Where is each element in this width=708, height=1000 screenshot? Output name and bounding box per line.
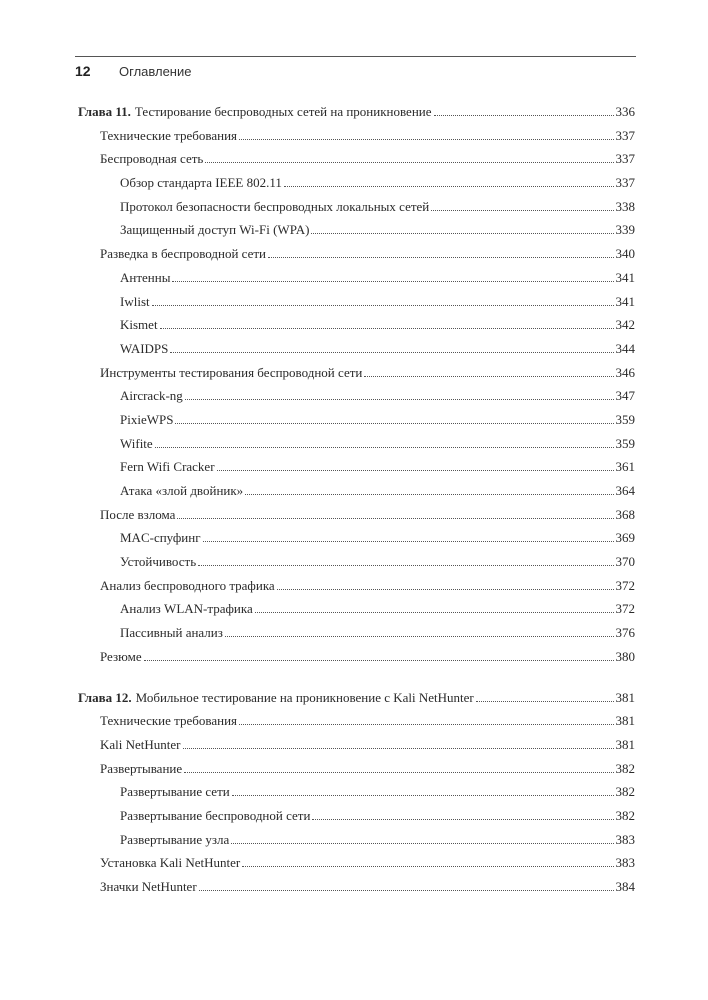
- dot-leader: [183, 748, 614, 749]
- dot-leader: [364, 376, 613, 377]
- dot-leader: [232, 795, 614, 796]
- toc-entry: [78, 365, 635, 389]
- toc-page-number: 337: [615, 175, 635, 191]
- toc-entry-title: [100, 855, 240, 871]
- toc-chapter-entry: [78, 690, 635, 714]
- dot-leader: [217, 470, 614, 471]
- dot-leader: [225, 636, 614, 637]
- toc-page-number: 381: [615, 689, 635, 705]
- toc-page-number: 336: [615, 104, 635, 119]
- dot-leader: [185, 399, 614, 400]
- toc-entry: [78, 737, 635, 761]
- toc-title-text: Защищенный доступ Wi-Fi (WPA): [120, 222, 310, 238]
- toc-page-number: 382: [615, 784, 635, 800]
- toc-entry: [78, 222, 635, 246]
- toc-entry: [78, 601, 635, 625]
- toc-entry: [78, 808, 635, 832]
- toc-entry: [78, 554, 635, 578]
- toc-title-text: Значки NetHunter: [100, 879, 197, 894]
- toc-page-number: 364: [615, 483, 635, 498]
- dot-leader: [312, 819, 613, 820]
- toc-page-number: 359: [615, 411, 635, 427]
- toc-entry-title: [100, 879, 197, 895]
- toc-entry-title: [78, 690, 474, 706]
- toc-entry-title: [100, 151, 203, 167]
- toc-title-text: WAIDPS: [120, 340, 169, 356]
- toc-entry: [78, 713, 635, 737]
- toc-page-number: 341: [615, 269, 635, 285]
- toc-entry-title: [120, 317, 158, 333]
- toc-entry: [78, 199, 635, 223]
- running-title: Оглавление: [119, 64, 192, 79]
- dot-leader: [172, 281, 613, 282]
- dot-leader: [155, 447, 614, 448]
- toc-page-number: 380: [615, 648, 635, 664]
- toc-entry: [78, 578, 635, 602]
- toc-entry: [78, 507, 635, 531]
- dot-leader: [184, 772, 613, 773]
- toc-entry-title: [120, 199, 429, 215]
- toc-entry-title: [100, 578, 275, 594]
- toc-title-text: Развертывание: [100, 760, 183, 776]
- toc-entry-title: [120, 784, 230, 800]
- toc-page-number: 342: [615, 317, 635, 333]
- toc-page-number: 382: [615, 807, 635, 823]
- toc-entry: [78, 151, 635, 175]
- dot-leader: [284, 186, 614, 187]
- toc-title-text: Развертывание беспроводной сети: [120, 807, 311, 823]
- toc-page-number: 383: [615, 831, 635, 847]
- toc-title-text: Анализ WLAN-трафика: [120, 601, 253, 617]
- toc-entry: [78, 625, 635, 649]
- toc-entry-title: [120, 625, 223, 641]
- toc-title-text: Iwlist: [120, 293, 150, 309]
- dot-leader: [152, 305, 614, 306]
- dot-leader: [431, 210, 613, 211]
- dot-leader: [177, 518, 613, 519]
- toc-entry-title: [120, 341, 168, 357]
- toc-entry-title: [120, 436, 153, 452]
- toc-entry: [78, 246, 635, 270]
- toc-entry-title: [120, 175, 282, 191]
- toc-page-number: 337: [615, 127, 635, 143]
- toc-entry-title: [120, 270, 170, 286]
- toc-title-text: PixieWPS: [120, 411, 174, 427]
- toc-page-number: 370: [615, 554, 635, 570]
- toc-entry-title: [78, 104, 432, 120]
- chapter-label: Глава 12.: [78, 689, 132, 705]
- dot-leader: [239, 724, 613, 725]
- toc-page-number: 337: [615, 151, 635, 167]
- toc-entry-title: [100, 246, 266, 262]
- toc-page-number: 347: [615, 388, 635, 404]
- toc-entry-title: [120, 808, 310, 824]
- toc-page-number: 339: [615, 222, 635, 238]
- toc-page-number: 372: [615, 577, 635, 593]
- toc-title-text: Развертывание сети: [120, 784, 230, 800]
- dot-leader: [268, 257, 614, 258]
- toc-title-text: После взлома: [100, 506, 176, 522]
- toc-page-number: 381: [615, 713, 635, 729]
- dot-leader: [160, 328, 614, 329]
- toc-entry-title: [120, 294, 150, 310]
- toc-page-number: 376: [615, 625, 635, 641]
- toc-title-text: Aircrack-ng: [120, 388, 183, 404]
- toc-entry-title: [120, 601, 253, 617]
- toc-entry-title: [100, 737, 181, 753]
- dot-leader: [239, 139, 613, 140]
- toc-page-number: 361: [615, 459, 635, 475]
- toc-title-text: Разведка в беспроводной сети: [100, 246, 266, 262]
- toc-entry: [78, 459, 635, 483]
- toc-title-text: Установка Kali NetHunter: [100, 855, 241, 871]
- toc-page-number: 368: [615, 506, 635, 522]
- toc-title-text: Беспроводная сеть: [100, 151, 204, 167]
- toc-page-number: 359: [615, 435, 635, 451]
- toc-entry: [78, 483, 635, 507]
- toc-page-number: 338: [615, 198, 635, 214]
- toc-title-text: Kismet: [120, 317, 158, 333]
- toc-entry: [78, 436, 635, 460]
- toc-title-text: Технические требования: [100, 713, 238, 729]
- toc-entry-title: [100, 507, 175, 523]
- toc-chapter-entry: [78, 104, 635, 128]
- toc-page-number: 384: [615, 879, 635, 894]
- toc-page-number: 381: [615, 736, 635, 752]
- dot-leader: [311, 233, 613, 234]
- toc-title-text: MAC-спуфинг: [120, 530, 201, 546]
- toc-title-text: Kali NetHunter: [100, 736, 181, 752]
- toc-entry: [78, 761, 635, 785]
- toc-title-text: Резюме: [100, 648, 142, 664]
- toc-title-text: Технические требования: [100, 127, 238, 143]
- toc-page-number: 382: [615, 760, 635, 776]
- toc-page-number: 383: [615, 855, 635, 871]
- toc-title-text: Wifite: [120, 435, 153, 451]
- toc-title-text: Fern Wifi Cracker: [120, 459, 215, 475]
- toc-entry: [78, 832, 635, 856]
- toc-entry-title: [120, 412, 173, 428]
- toc-title-text: Протокол безопасности беспроводных локальных сетей: [120, 198, 430, 214]
- toc-entry-title: [120, 554, 196, 570]
- toc-title-text: Пассивный анализ: [120, 625, 223, 641]
- toc-entry-title: [120, 832, 229, 848]
- toc-entry-title: [120, 388, 183, 404]
- toc-entry-title: [120, 483, 243, 499]
- dot-leader: [198, 565, 613, 566]
- toc-entry-title: [100, 713, 237, 729]
- toc-entry: [78, 530, 635, 554]
- toc-title-text: Анализ беспроводного трафика: [100, 577, 275, 593]
- toc-entry: [78, 317, 635, 341]
- toc-title-text: Мобильное тестирование на проникновение с Kali NetHunter: [135, 689, 474, 705]
- toc-page-number: 369: [615, 530, 635, 546]
- toc-page-number: 346: [615, 364, 635, 380]
- chapter-label: Глава 11.: [78, 104, 131, 119]
- toc-title-text: Обзор стандарта IEEE 802.11: [120, 175, 282, 191]
- toc-entry: [78, 649, 635, 673]
- toc-entry-title: [100, 649, 142, 665]
- page-header: [75, 56, 636, 79]
- dot-leader: [255, 612, 614, 613]
- toc-page-number: 340: [615, 246, 635, 262]
- toc-entry: [78, 270, 635, 294]
- dot-leader: [476, 701, 614, 702]
- dot-leader: [175, 423, 613, 424]
- toc-title-text: Атака «злой двойник»: [120, 483, 244, 498]
- toc-entry: [78, 412, 635, 436]
- page-number: 12: [75, 63, 91, 79]
- toc-entry: [78, 855, 635, 879]
- toc-page-number: 372: [615, 601, 635, 617]
- toc-entry: [78, 175, 635, 199]
- toc-entry: [78, 388, 635, 412]
- dot-leader: [231, 843, 613, 844]
- toc-entry-title: [120, 222, 309, 238]
- toc-page-number: 344: [615, 340, 635, 356]
- toc-title-text: Инструменты тестирования беспроводной сети: [100, 364, 363, 380]
- toc-entry: [78, 784, 635, 808]
- toc-entry: [78, 879, 635, 903]
- dot-leader: [277, 589, 614, 590]
- dot-leader: [203, 541, 614, 542]
- toc-title-text: Тестирование беспроводных сетей на проникновение: [134, 104, 432, 119]
- toc-entry-title: [120, 530, 201, 546]
- dot-leader: [170, 352, 613, 353]
- toc-entry: [78, 128, 635, 152]
- toc-title-text: Развертывание узла: [120, 831, 230, 847]
- toc-title-text: Антенны: [120, 269, 171, 285]
- toc-page-number: 341: [615, 293, 635, 309]
- dot-leader: [199, 890, 614, 891]
- toc-entry: [78, 294, 635, 318]
- toc-entry: [78, 341, 635, 365]
- table-of-contents: [78, 104, 635, 903]
- toc-title-text: Устойчивость: [120, 554, 197, 570]
- dot-leader: [434, 115, 614, 116]
- toc-entry-title: [120, 459, 215, 475]
- toc-entry-title: [100, 761, 182, 777]
- dot-leader: [242, 866, 613, 867]
- dot-leader: [144, 660, 614, 661]
- toc-entry-title: [100, 365, 362, 381]
- toc-entry-title: [100, 128, 237, 144]
- dot-leader: [205, 162, 613, 163]
- dot-leader: [245, 494, 613, 495]
